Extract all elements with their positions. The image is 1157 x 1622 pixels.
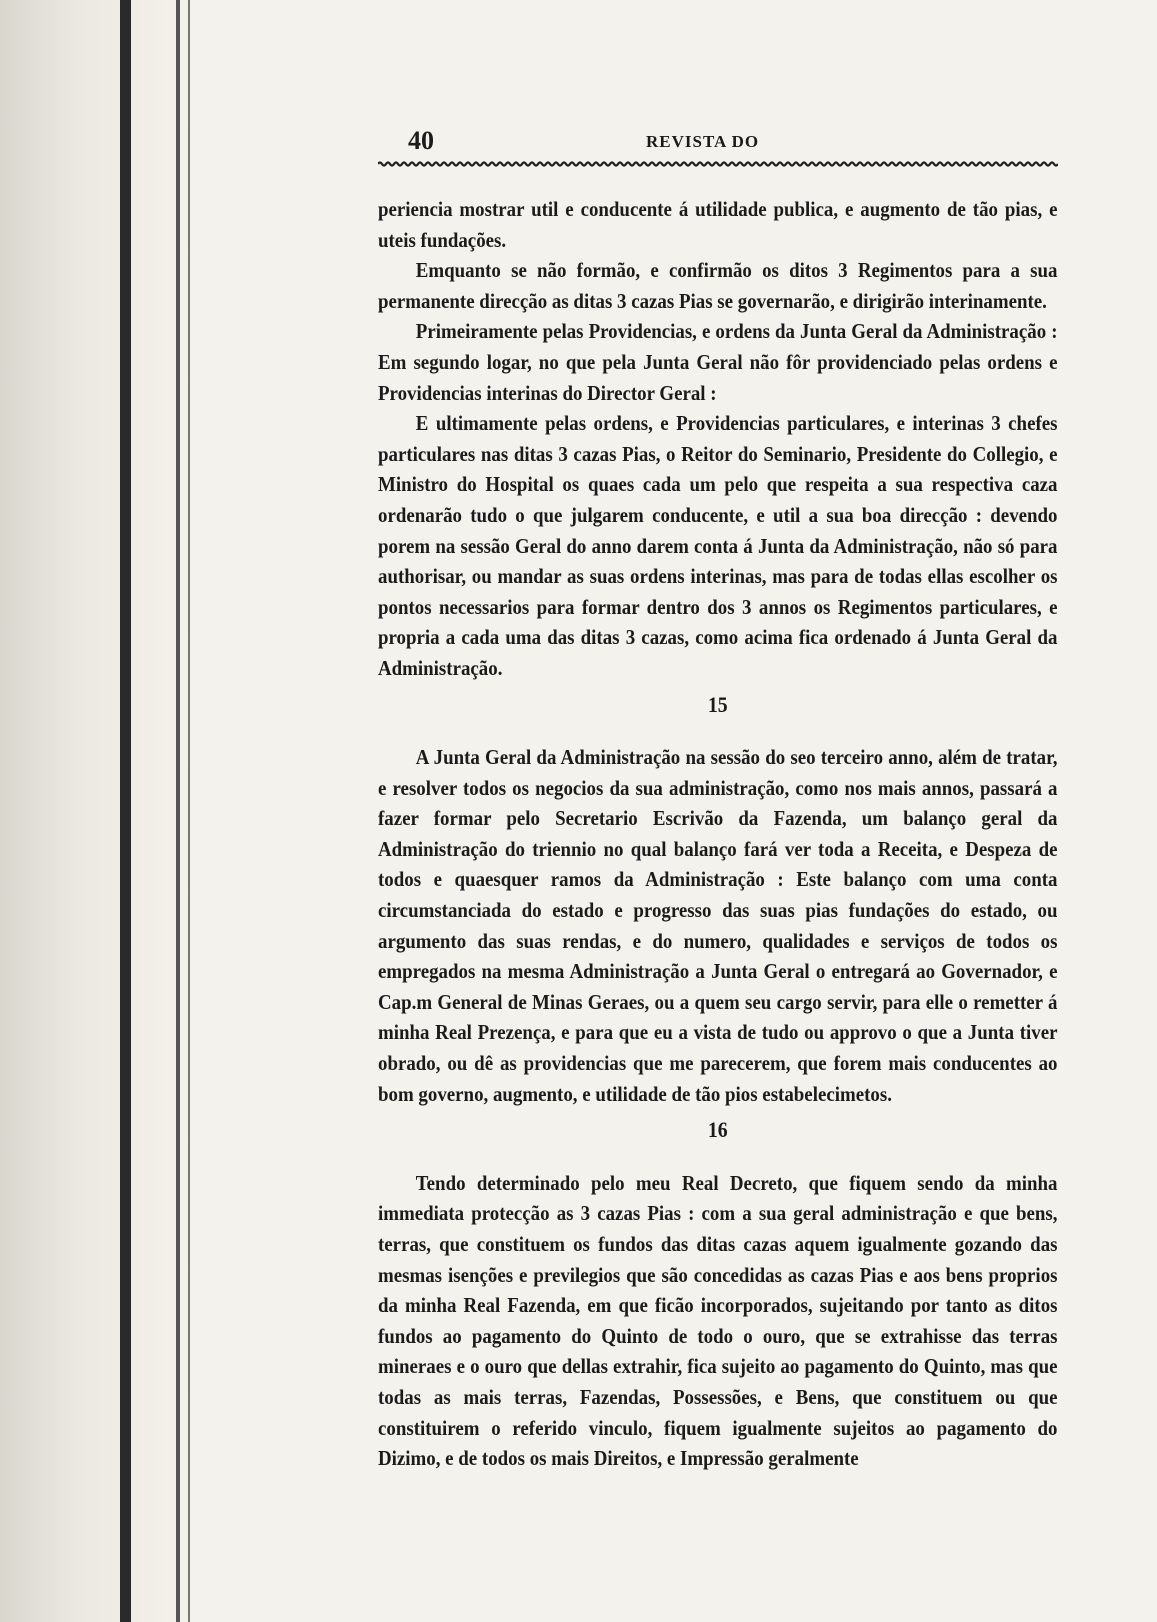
body-text: [378, 194, 1058, 1474]
paragraph: E ultimamente pelas ordens, e Providencias particulares, e interinas 3 chefes particulares nas ditas 3 cazas Pias, o Reitor do Seminario, Presidente do Collegio, e Ministro do Hospital os quaes cada um pelo que respeita a sua respectiva caza ordenarão tudo o que julgarem conducente, e util a sua boa direcção : devendo porem na sessão Geral do anno darem conta á Junta da Administração, não só para authorisar, ou mandar as suas ordens interinas, mas para de todas ellas escolher os pontos necessarios para formar dentro dos 3 annos os Regimentos particulares, e propria a cada uma das ditas 3 cazas, como acima fica ordenado á Junta Geral da Administração.: [378, 411, 1058, 680]
spine-shadow: [120, 0, 131, 1622]
paragraph: A Junta Geral da Administração na sessão do seo terceiro anno, além de tratar, e resolver todos os negocios da sua administração, como nos mais annos, passará a fazer formar pelo Secretario Escrivão da Fazenda, um balanço geral da Administração do triennio no qual balanço fará ver toda a Receita, e Despeza de todos e quaesquer ramos da Administração : Este balanço com uma conta circumstanciada do estado e progresso das suas pias fundações do estado, ou argumento das suas rendas, e do numero, qualidades e serviços de todos os empregados na mesma Administração a Junta Geral o entregará ao Governador, e Cap.m General de Minas Geraes, ou a quem seu cargo servir, para elle o remetter á minha Real Prezença, e para que eu a vista de tudo ou approvo o que a Junta tiver obrado, ou dê as providencias que me parecerem, que forem mais conducentes ao bom governo, augmento, e utilidade de tão pios estabelecimetos.: [378, 745, 1058, 1106]
running-head: REVISTA DO: [646, 132, 760, 151]
book-page: [378, 118, 1058, 1618]
section-number: 16: [707, 1117, 728, 1143]
section-number: 15: [707, 691, 728, 717]
paragraph: Primeiramente pelas Providencias, e ordens da Junta Geral da Administração : Em segundo logar, no que pela Junta Geral não fôr providenciado pelas ordens e Providencias interinas do Director Geral :: [378, 319, 1058, 405]
header-rule: [378, 160, 1058, 168]
book-gutter: [0, 0, 200, 1622]
spine-edge: [176, 0, 180, 1622]
paragraph: periencia mostrar util e conducente á utilidade publica, e augmento de tão pias, e uteis fundações.: [378, 197, 1058, 252]
spine-edge-thin: [188, 0, 190, 1622]
page-header: [378, 118, 1058, 158]
paragraph: Tendo determinado pelo meu Real Decreto, que fiquem sendo da minha immediata protecção as 3 cazas Pias : com a sua geral administração e que bens, terras, que constituem os fundos das ditas cazas aquem igualmente gozando das mesmas isenções e previlegios que são concedidas as cazas Pias e aos bens proprios da minha Real Fazenda, em que ficão incorporados, sujeitando por tanto as ditos fundos ao pagamento do Quinto de todo o ouro, que se extrahisse das terras mineraes e o ouro que dellas extrahir, fica sujeito ao pagamento do Quinto, mas que todas as mais terras, Fazendas, Possessões, e Bens, que constituem ou que constituirem o referido vinculo, fiquem igualmente sujeitos ao pagamento do Dizimo, e de todos os mais Direitos, e Impressão geralmente: [378, 1170, 1058, 1471]
paragraph: Emquanto se não formão, e confirmão os ditos 3 Regimentos para a sua permanente direcção as ditas 3 cazas Pias se governarão, e dirigirão interinamente.: [378, 258, 1058, 313]
page-number: 40: [408, 126, 434, 155]
